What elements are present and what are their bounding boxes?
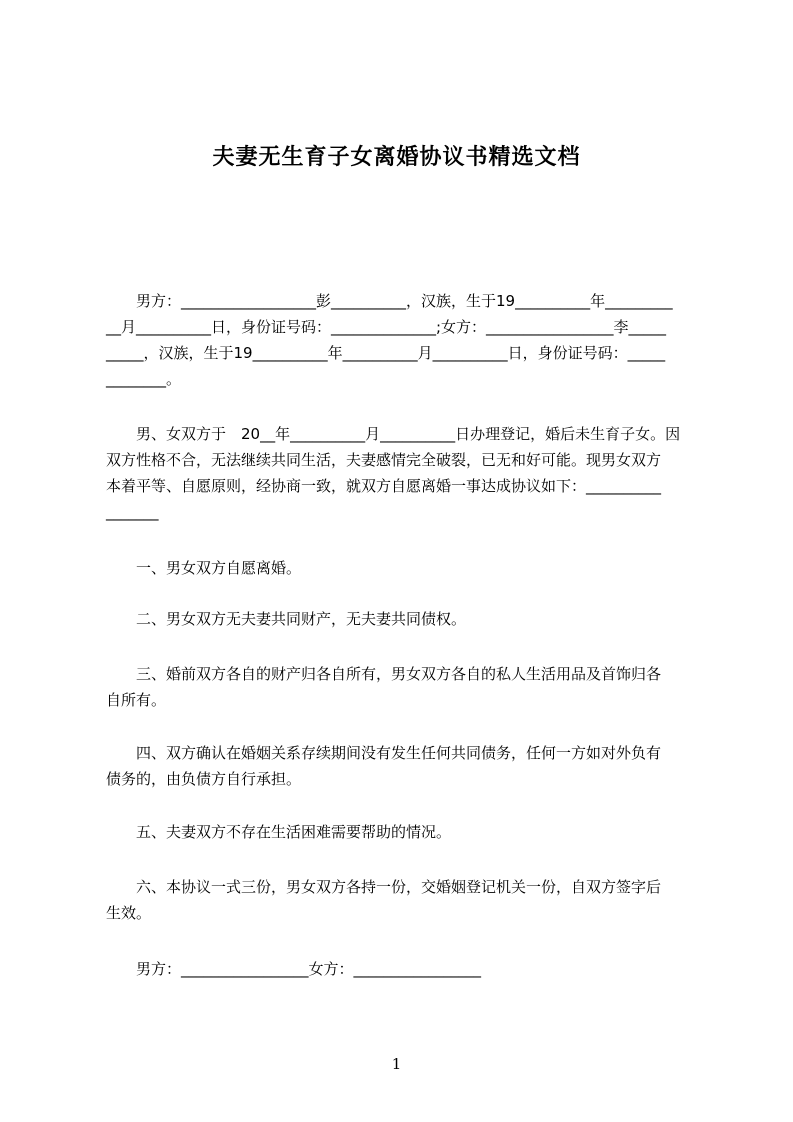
- text-line: ________。: [106, 370, 182, 388]
- text-line: 二、男女双方无夫妻共同财产，无夫妻共同债权。: [106, 610, 467, 628]
- clause-6: [106, 874, 702, 926]
- text-line: _______: [106, 503, 159, 521]
- text-line: 债务的，由负债方自行承担。: [106, 770, 302, 788]
- text-line: 四、双方确认在婚姻关系存续期间没有发生任何共同债务，任何一方如对外负有: [106, 744, 662, 762]
- text-line: 男方：_________________女方：_________________: [106, 960, 482, 978]
- text-line: 本着平等、自愿原则，经协商一致，就双方自愿离婚一事达成协议如下：__________: [106, 477, 662, 495]
- text-line: __月__________日，身份证号码：______________;女方：_________________李_____: [106, 318, 667, 336]
- clause-5: [106, 819, 702, 845]
- text-line: 五、夫妻双方不存在生活困难需要帮助的情况。: [106, 823, 452, 841]
- text-line: 双方性格不合，无法继续共同生活，夫妻感情完全破裂，已无和好可能。现男女双方: [106, 451, 662, 469]
- page-number: 1: [391, 1055, 402, 1073]
- text-line: 生效。: [106, 904, 152, 922]
- text-line: 六、本协议一式三份，男女双方各持一份，交婚姻登记机关一份，自双方签字后: [106, 878, 662, 896]
- text-line: 自所有。: [106, 691, 167, 709]
- party-info-paragraph: [106, 288, 702, 392]
- signature-block: [106, 956, 702, 982]
- clause-3: [106, 661, 702, 713]
- clause-4: [106, 740, 702, 792]
- document-title: 夫妻无生育子女离婚协议书精选文档: [212, 145, 581, 170]
- preamble-paragraph: [106, 421, 702, 525]
- clause-1: [106, 555, 702, 581]
- text-line: 三、婚前双方各自的财产归各自所有，男女双方各自的私人生活用品及首饰归各: [106, 665, 662, 683]
- clause-2: [106, 606, 702, 632]
- text-line: 男、女双方于 20__年__________月__________日办理登记，婚后未生育子女。因: [106, 425, 681, 443]
- text-line: 一、男女双方自愿离婚。: [106, 559, 302, 577]
- text-line: _____，汉族，生于19__________年__________月__________日，身份证号码：_____: [106, 344, 666, 362]
- text-line: 男方：__________________彭__________，汉族，生于19__________年_________: [106, 292, 673, 310]
